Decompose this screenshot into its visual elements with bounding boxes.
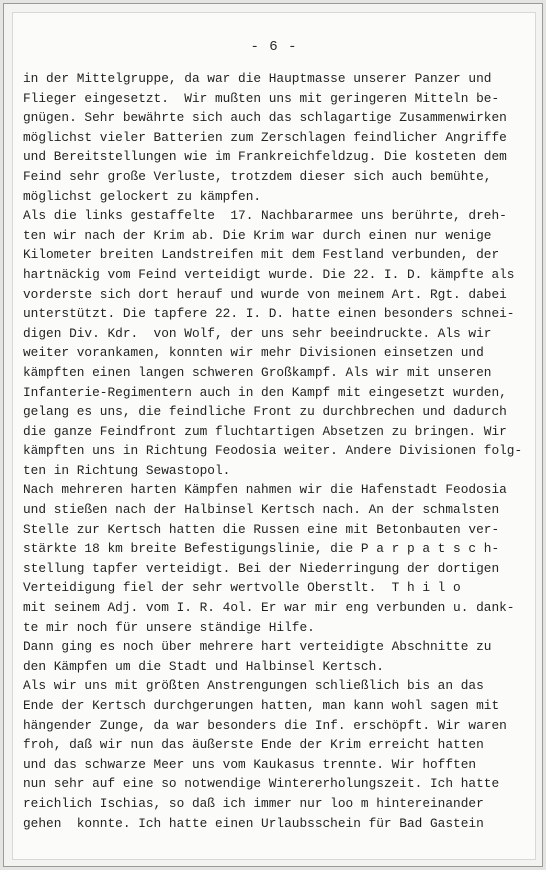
text-line: froh, daß wir nun das äußerste Ende der Krim erreicht hatten: [23, 737, 484, 753]
text-line: gehen konnte. Ich hatte einen Urlaubsschein für Bad Gastein: [23, 815, 484, 831]
text-line: und stießen nach der Halbinsel Kertsch nach. An der schmalsten: [23, 502, 500, 518]
text-line: gnügen. Sehr bewährte sich auch das schlagartige Zusammenwirken: [23, 110, 507, 126]
text-line: Dann ging es noch über mehrere hart verteidigte Abschnitte zu: [23, 639, 492, 655]
text-line: und das schwarze Meer uns vom Kaukasus trennte. Wir hofften: [23, 756, 477, 772]
text-line: stärkte 18 km breite Befestigungslinie, die P a r p a t s c h-: [23, 541, 500, 557]
text-line: möglichst vieler Batterien zum Zerschlagen feindlicher Angriffe: [23, 129, 507, 145]
text-line: Infanterie-Regimentern auch in den Kampf mit eingesetzt wurden,: [23, 384, 507, 400]
text-line: die ganze Feindfront zum fluchtartigen Absetzen zu bringen. Wir: [23, 423, 507, 439]
text-line: Nach mehreren harten Kämpfen nahmen wir die Hafenstadt Feodosia: [23, 482, 507, 498]
text-line: reichlich Ischias, so daß ich immer nur loo m hintereinander: [23, 795, 484, 811]
text-line: und Bereitstellungen wie im Frankreichfeldzug. Die kosteten dem: [23, 149, 507, 165]
text-line: te mir noch für unsere ständige Hilfe.: [23, 619, 315, 635]
text-line: weiter vorankamen, konnten wir mehr Divisionen einsetzen und: [23, 345, 484, 361]
document-page: [12, 12, 536, 860]
text-line: unterstützt. Die tapfere 22. I. D. hatte einen besonders schnei-: [23, 306, 515, 322]
text-line: nun sehr auf eine so notwendige Wintererholungszeit. Ich hatte: [23, 776, 500, 792]
text-line: kämpften einen langen schweren Großkampf. Als wir mit unseren: [23, 364, 492, 380]
body-text: [23, 69, 523, 833]
text-line: Feind sehr große Verluste, trotzdem dieser sich auch bemühte,: [23, 168, 492, 184]
text-line: Stelle zur Kertsch hatten die Russen eine mit Betonbauten ver-: [23, 521, 500, 537]
text-line: mit seinem Adj. vom I. R. 4ol. Er war mir eng verbunden u. dank-: [23, 600, 515, 616]
text-line: Flieger eingesetzt. Wir mußten uns mit geringeren Mitteln be-: [23, 90, 500, 106]
page-number: - 6 -: [250, 39, 298, 55]
text-line: den Kämpfen um die Stadt und Halbinsel Kertsch.: [23, 658, 384, 674]
text-line: ten wir nach der Krim ab. Die Krim war durch einen nur wenige: [23, 227, 492, 243]
text-line: kämpften uns in Richtung Feodosia weiter. Andere Divisionen folg-: [23, 443, 523, 459]
document-frame: [3, 3, 543, 867]
text-line: ten in Richtung Sewastopol.: [23, 462, 231, 478]
text-line: Als wir uns mit größten Anstrengungen schließlich bis an das: [23, 678, 484, 694]
text-line: hängender Zunge, da war besonders die Inf. erschöpft. Wir waren: [23, 717, 507, 733]
text-line: hartnäckig vom Feind verteidigt wurde. Die 22. I. D. kämpfte als: [23, 266, 515, 282]
text-line: Verteidigung fiel der sehr wertvolle Oberstlt. T h i l o: [23, 580, 461, 596]
text-line: in der Mittelgruppe, da war die Hauptmasse unserer Panzer und: [23, 71, 492, 86]
text-line: stellung tapfer verteidigt. Bei der Niederringung der dortigen: [23, 560, 500, 576]
text-line: gelang es uns, die feindliche Front zu durchbrechen und dadurch: [23, 404, 507, 420]
text-line: Als die links gestaffelte 17. Nachbararmee uns berührte, dreh-: [23, 208, 507, 224]
text-line: Kilometer breiten Landstreifen mit dem Festland verbunden, der: [23, 247, 500, 263]
text-line: digen Div. Kdr. von Wolf, der uns sehr beeindruckte. Als wir: [23, 325, 492, 341]
text-line: vorderste sich dort herauf und wurde von meinem Art. Rgt. dabei: [23, 286, 507, 302]
text-line: Ende der Kertsch durchgerungen hatten, man kann wohl sagen mit: [23, 698, 500, 713]
text-line: möglichst gelockert zu kämpfen.: [23, 188, 262, 204]
